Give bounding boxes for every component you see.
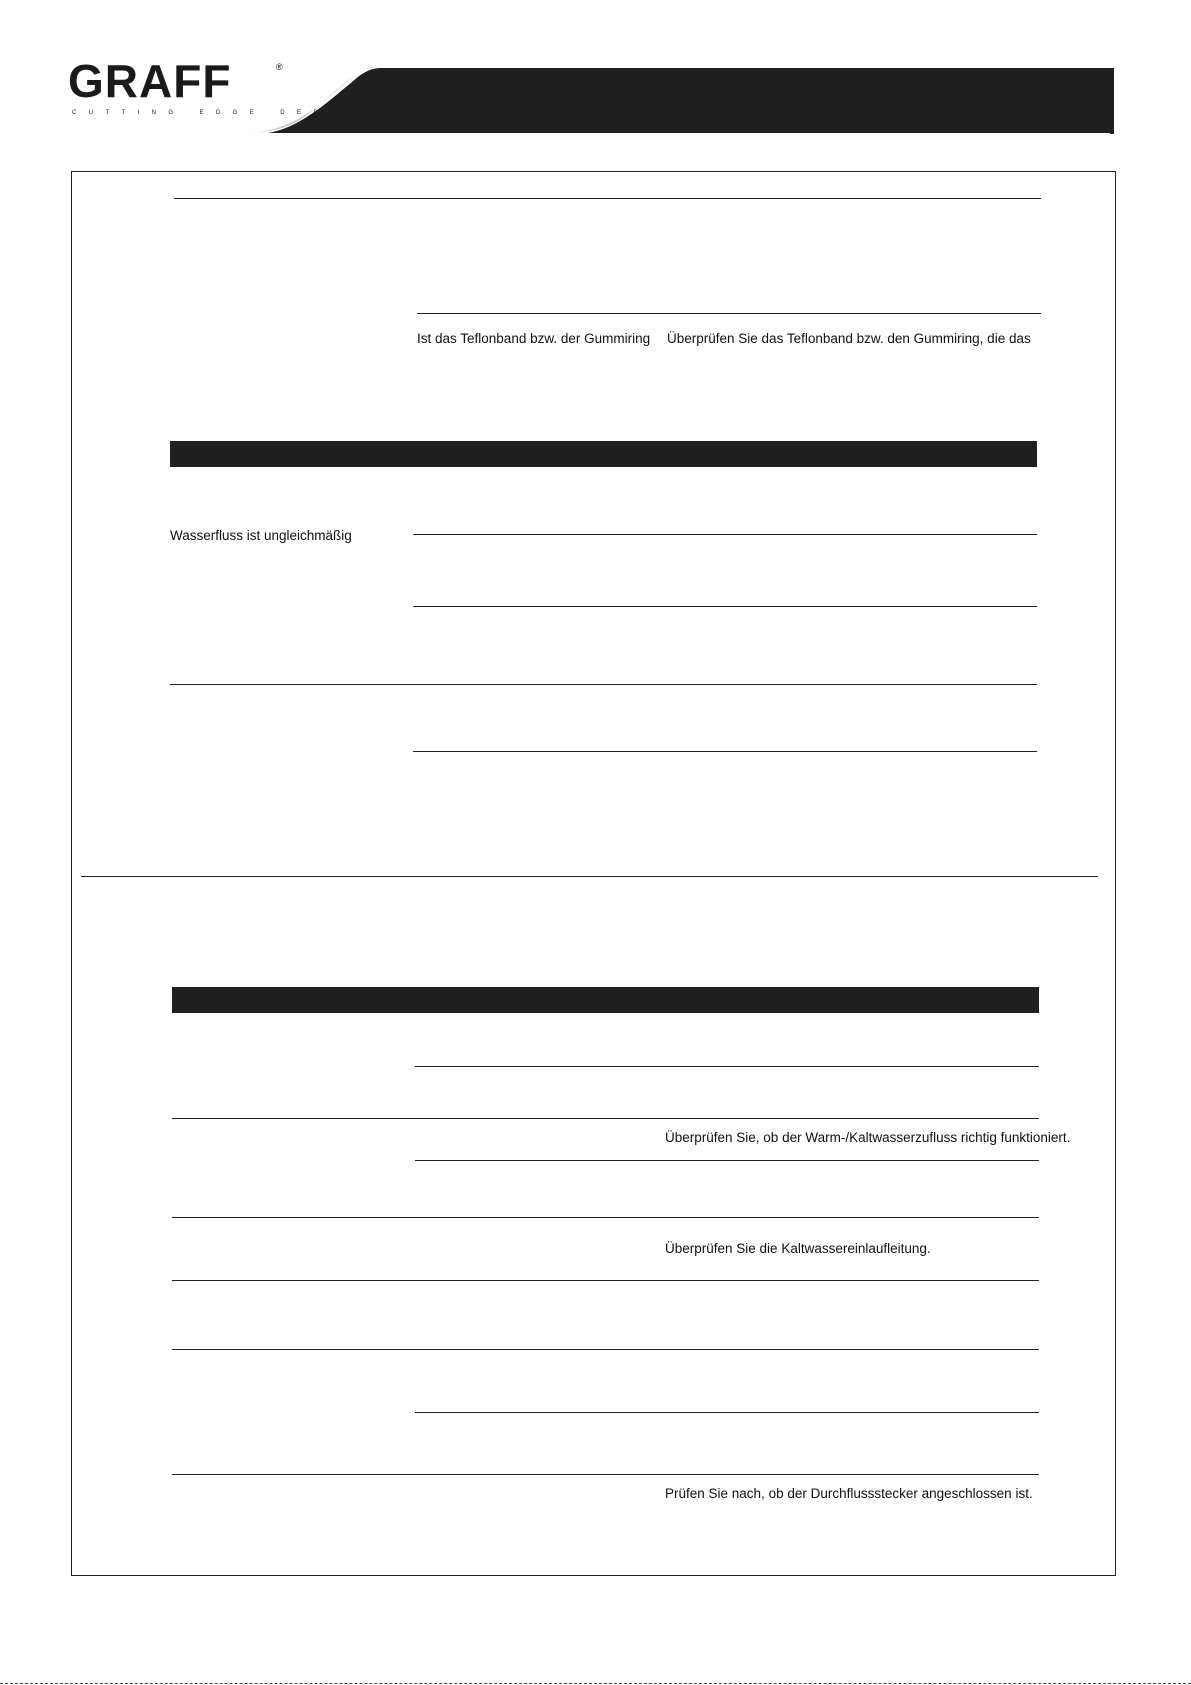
table3-rule-7 [415,1412,1039,1413]
table3-rule-3 [415,1160,1039,1161]
table2-rule-3 [170,684,1037,685]
table1-top-rule [174,198,1041,199]
table3-rule-4 [172,1217,1039,1218]
solution-cold-inlet-text: Überprüfen Sie die Kaltwassereinlaufleitung. [665,1241,931,1256]
problem-uneven-flow: Wasserfluss ist ungleichmäßig [170,528,352,543]
cause-leak-text: Ist das Teflonband bzw. der Gummiring [417,331,651,346]
table3-rule-6 [172,1349,1039,1350]
table3-rule-1 [415,1066,1039,1067]
section-separator [81,876,1098,877]
table2-header-bar [170,441,1037,467]
table1-row-rule [417,313,1041,314]
table3-rule-5 [172,1280,1039,1281]
brand-logo: GRAFF [68,55,232,107]
solution-flow-plug-text: Prüfen Sie nach, ob der Durchflussstecker angeschlossen ist. [665,1486,1033,1501]
solution-supply-text: Überprüfen Sie, ob der Warm-/Kaltwasserzufluss richtig funktioniert. [665,1130,1071,1145]
table3-header-bar [172,987,1039,1013]
table2-rule-4 [413,751,1037,752]
content-frame [71,171,1116,1576]
solution-leak-text: Überprüfen Sie das Teflonband bzw. den Gummiring, die das [667,331,1031,346]
table3-rule-2 [172,1118,1039,1119]
table2-rule-2 [413,606,1037,607]
page-header [0,0,1191,150]
table3-rule-8 [172,1474,1039,1475]
registered-mark: ® [276,62,283,72]
page-edge [0,1683,1191,1684]
table2-rule-1 [413,534,1037,535]
brand-tagline: CUTTING EDGE DESIGN [72,110,378,116]
